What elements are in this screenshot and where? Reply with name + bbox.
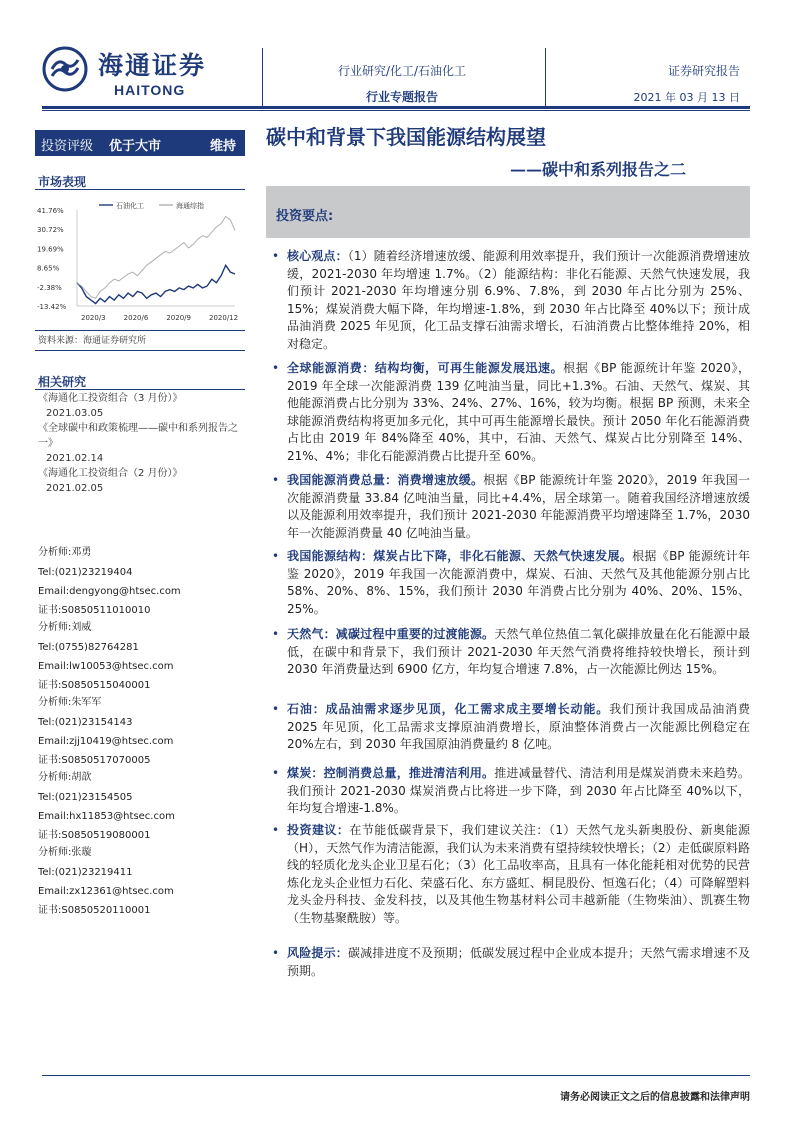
key-points-bar [266, 186, 750, 238]
analyst-tel: Tel:(0755)82764281 [38, 642, 139, 653]
side-rule [35, 189, 245, 190]
analyst-email[interactable]: Email:zjj10419@htsec.com [38, 736, 174, 747]
rating-action: 维持 [210, 139, 237, 154]
analyst-block [38, 845, 174, 918]
y-tick-label: 30.72% [37, 226, 64, 235]
analyst-tel: Tel:(021)23154143 [38, 717, 133, 728]
key-point-item: • 石油：成品油需求逐步见顶，化工需求成主要增长动能。我们预计我国成品油消费 2025 年见顶，化工品需求支撑原油消费增长，原油整体消费占一次能源比例稳定在 20%左右，到 2030 年我国原油消费量约 8 亿吨。 [272, 702, 750, 751]
report-label: 证券研究报告 [667, 64, 740, 78]
analyst-email[interactable]: Email:hx11853@htsec.com [38, 811, 175, 822]
header-rule [42, 106, 750, 109]
analyst-email[interactable]: Email:dengyong@htsec.com [38, 586, 181, 597]
bullet-icon: • [272, 549, 280, 563]
rating-bar [35, 130, 245, 156]
series-line-haitong-index [77, 217, 235, 299]
market-heading: 市场表现 [38, 175, 87, 189]
bullet-icon: • [272, 946, 280, 960]
analyst-block [38, 545, 181, 618]
page-subtitle: ——碳中和系列报告之二 [510, 160, 687, 179]
side-rule [35, 350, 245, 351]
x-tick-label: 2020/3 [81, 314, 106, 322]
analyst-tel: Tel:(021)23154505 [38, 792, 133, 803]
y-tick-label: -2.38% [37, 283, 62, 292]
side-rule [35, 389, 245, 390]
analyst-name: 分析师:刘威 [38, 622, 92, 633]
market-chart [35, 196, 245, 324]
legend-label: 海通综指 [176, 202, 204, 210]
related-item[interactable]: 《海通化工投资组合（3 月份）》 2021.03.05 [38, 393, 183, 419]
analyst-name: 分析师:胡歆 [38, 772, 92, 783]
key-point-item: • 核心观点：（1）随着经济增速放缓、能源利用效率提升，我们预计一次能源消费增速放缓，2021-2030 年均增速 1.7%。（2）能源结构：非化石能源、天然气快速发展，我们预计 2021-2030 年均增速分别 6.9%、7.8%，到 2030 年占比分别为 25%、15%；煤炭消费大幅下降，年均增速-1.8%，到 2030 年占比降至 40%以下；预计成品油消费 2025 年见顶，化工品支撑石油需求增长，石油消费占比整体维持 20%，相对稳定。 [272, 249, 750, 351]
haitong-logo-icon [42, 46, 88, 92]
bullet-icon: • [272, 766, 280, 780]
bullet-icon: • [272, 823, 280, 837]
related-item[interactable]: 《全球碳中和政策梳理——碳中和系列报告之一》 2021.02.14 [38, 423, 238, 464]
report-date: 2021 年 03 月 13 日 [633, 91, 740, 104]
legend-label: 石油化工 [116, 202, 144, 210]
rating-label: 投资评级 [41, 139, 94, 154]
key-point-item: • 煤炭：控制消费总量，推进清洁利用。推进减量替代、清洁利用是煤炭消费未来趋势。我们预计 2021-2030 煤炭消费占比将进一步下降，到 2030 年占比降至 40%以下，年均复合增速-1.8%。 [272, 766, 750, 815]
bullet-icon: • [272, 249, 280, 263]
related-item[interactable]: 《海通化工投资组合（2 月份）》 2021.02.05 [38, 468, 183, 494]
y-tick-label: 19.69% [37, 245, 64, 254]
footer-disclaimer[interactable]: 请务必阅读正文之后的信息披露和法律声明 [560, 1092, 750, 1103]
analyst-email[interactable]: Email:lw10053@htsec.com [38, 661, 174, 672]
logo-english-name: HAITONG [114, 82, 186, 98]
analyst-cert: 证书:S0850517070005 [38, 755, 151, 766]
chart-source: 资料来源：海通证券研究所 [38, 336, 147, 346]
bullet-icon: • [272, 702, 280, 716]
analyst-block [38, 695, 173, 768]
y-tick-label: -13.42% [37, 303, 67, 311]
logo-chinese-name: 海通证券 [98, 51, 207, 80]
page-title: 碳中和背景下我国能源结构展望 [266, 125, 546, 149]
analyst-block [38, 770, 175, 843]
report-category: 行业研究/化工/石油化工 [337, 64, 467, 78]
analyst-cert: 证书:S0850519080001 [38, 830, 151, 841]
analyst-tel: Tel:(021)23219404 [38, 567, 133, 578]
key-point-item: • 我国能源结构：煤炭占比下降，非化石能源、天然气快速发展。根据《BP 能源统计年鉴 2020》，2019 年我国一次能源消费中，煤炭、石油、天然气及其他能源分别占比 58%、20%、8%、15%，我们预计 2030 年消费占比分别为 40%、20%、15%、25%。 [272, 549, 750, 616]
analyst-email[interactable]: Email:zx12361@htsec.com [38, 886, 174, 897]
x-tick-label: 2020/9 [166, 314, 191, 322]
analyst-cert: 证书:S0850515040001 [38, 680, 151, 691]
y-tick-label: 8.65% [37, 264, 60, 273]
header-divider [545, 48, 546, 106]
analyst-tel: Tel:(021)23219411 [38, 867, 133, 878]
bullet-icon: • [272, 473, 280, 487]
key-point-item: • 我国能源消费总量：消费增速放缓。根据《BP 能源统计年鉴 2020》，2019 年我国一次能源消费量 33.84 亿吨油当量，同比+4.4%，居全球第一。随着我国经济增速放缓以及能源利用效率提升，我们预计 2021-2030 年能源消费平均增速降至 1.7%，2030 年一次能源消费量 40 亿吨油当量。 [272, 473, 750, 540]
bullet-icon: • [272, 361, 280, 375]
key-point-item: • 风险提示：碳减排进度不及预期；低碳发展过程中企业成本提升；天然气需求增速不及预期。 [272, 946, 750, 978]
y-tick-label: 41.76% [37, 207, 64, 215]
series-line-petrochem [77, 265, 235, 303]
rating-value: 优于大市 [109, 139, 162, 154]
header-divider [262, 48, 263, 106]
x-tick-label: 2020/6 [123, 314, 149, 322]
analyst-name: 分析师:邓勇 [38, 547, 92, 558]
related-heading: 相关研究 [38, 375, 87, 389]
key-point-item: • 天然气：减碳过程中重要的过渡能源。天然气单位热值二氧化碳排放量在化石能源中最低，在碳中和背景下，我们预计 2021-2030 年天然气消费将维持较快增长，预计到 2030 年消费量达到 6900 亿方，年均复合增速 7.8%，占一次能源比例达 15%。 [272, 627, 750, 676]
analyst-name: 分析师:张璇 [38, 847, 92, 858]
header-rule-thin [42, 110, 750, 111]
analyst-block [38, 620, 174, 693]
x-tick-label: 2020/12 [209, 314, 239, 322]
analyst-cert: 证书:S0850520110001 [38, 905, 151, 916]
analyst-name: 分析师:朱军军 [38, 697, 102, 708]
key-point-item: • 投资建议：在节能低碳背景下，我们建议关注：（1）天然气龙头新奥股份、新奥能源（H），天然气作为清洁能源，我们认为未来消费有望持续较快增长；（2）走低碳原料路线的轻质化龙头企业卫星石化；（3）化工品收率高，且具有一体化能耗相对优势的民营炼化龙头企业恒力石化、荣盛石化、东方盛虹、桐昆股份、恒逸石化；（4）可降解塑料龙头金丹科技、金发科技，以及其他生物基材料公司丰越新能（生物柴油）、凯赛生物（生物基聚酰胺）等。 [272, 823, 750, 925]
analyst-cert: 证书:S0850511010010 [38, 605, 151, 616]
key-point-item: • 全球能源消费：结构均衡，可再生能源发展迅速。根据《BP 能源统计年鉴 2020》，2019 年全球一次能源消费 139 亿吨油当量，同比+1.3%。石油、天然气、煤炭、其他能源消费占比分别为 33%、24%、27%、16%，较为均衡。根据 BP 预测，未来全球能源消费结构将更加多元化，其中可再生能源增长最快。预计 2050 年化石能源消费占比由 2019 年 84%降至 40%，其中，石油、天然气、煤炭占比分别降至 14%、21%、4%；非化石能源消费占比提升至 60%。 [272, 361, 750, 463]
related-list [38, 391, 243, 496]
bullet-icon: • [272, 627, 280, 641]
company-logo [42, 42, 252, 104]
side-rule [35, 330, 245, 331]
footer-rule [42, 1075, 750, 1076]
report-type: 行业专题报告 [365, 90, 438, 104]
key-points-title: 投资要点: [276, 209, 334, 224]
